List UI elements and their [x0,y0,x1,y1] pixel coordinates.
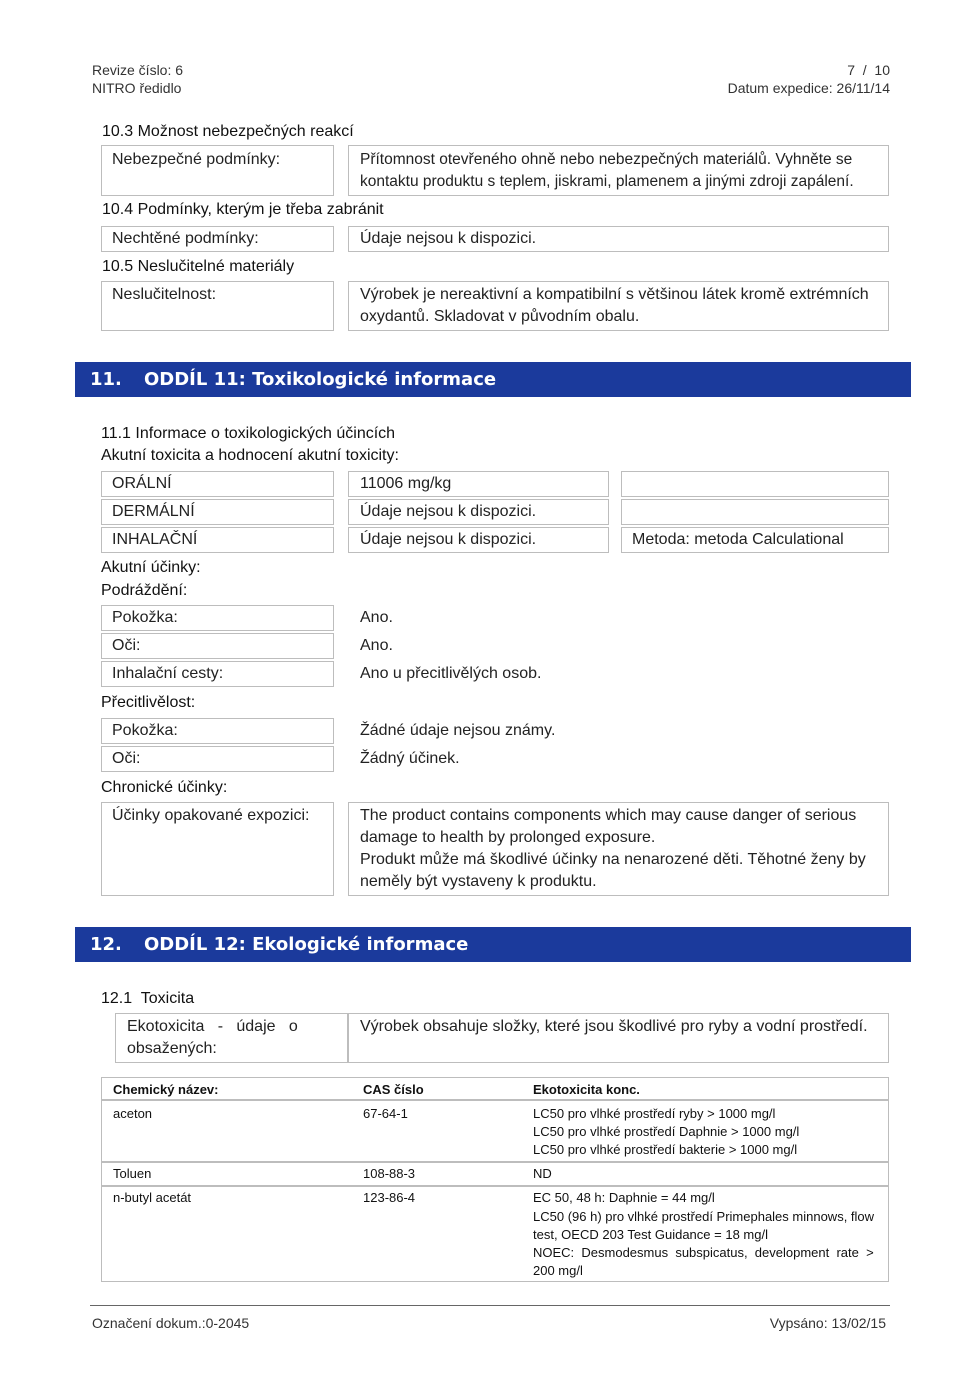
heading-10-3: 10.3 Možnost nebezpečných reakcí [102,123,354,140]
repeated-line2: damage to health by prolonged exposure. [360,829,656,846]
eco-row-aceton-eco-2: LC50 pro vlhké prostředí Daphnie > 1000 mg/l [533,1124,800,1139]
irritation-eyes-value: Ano. [360,637,393,654]
eco-table-header-line [101,1099,889,1101]
eco-label-line1: Ekotoxicita - údaje o [127,1018,298,1035]
sensitization-skin-label: Pokožka: [112,722,178,739]
box-dermal-method [621,499,889,525]
inhalation-method: Metoda: metoda Calculational [632,531,844,548]
eco-row-toluen-name: Toluen [113,1166,152,1181]
eco-row-butyl-eco-2: LC50 (96 h) pro vlhké prostředí Primephales minnows, flow [533,1209,875,1224]
section-12-title: ODDÍL 12: Ekologické informace [144,934,469,955]
section-11-number: 11. [90,369,122,390]
irritation-eyes-label: Oči: [112,637,141,654]
repeated-line3: Produkt může má škodlivé účinky na nenarozené děti. Těhotné ženy by [360,851,866,868]
inhalation-value: Údaje nejsou k dispozici. [360,531,537,548]
heading-10-4: 10.4 Podmínky, kterým je třeba zabránit [102,201,384,218]
unwanted-conditions-label: Nechtěné podmínky: [112,230,259,247]
sensitization-eyes-value: Žádný účinek. [360,750,460,767]
eco-row-toluen-eco-1: ND [533,1166,552,1181]
eco-header-eco: Ekotoxicita konc. [533,1082,640,1097]
eco-row-butyl-name: n-butyl acetát [113,1190,192,1205]
eco-row-divider [101,1161,889,1163]
sensitization-heading: Přecitlivělost: [101,694,196,711]
eco-value: Výrobek obsahuje složky, které jsou škodlivé pro ryby a vodní prostředí. [360,1018,868,1035]
printed-date: Vypsáno: 13/02/15 [769,1315,886,1331]
revision-number: Revize číslo: 6 [92,62,184,78]
eco-row-butyl-eco-4: NOEC: Desmodesmus subspicatus, development rate > [533,1245,874,1260]
sensitization-eyes-label: Oči: [112,750,141,767]
eco-row-divider [101,1185,889,1187]
hazardous-conditions-line2: kontaktu produktu s teplem, jiskrami, plamenem a jinými zdroji zapálení. [360,173,854,190]
section-12-bar [75,927,911,962]
eco-row-aceton-cas: 67-64-1 [363,1106,408,1121]
chronic-heading: Chronické účinky: [101,779,228,796]
unwanted-conditions-value: Údaje nejsou k dispozici. [360,230,537,247]
page-number: 7 / 10 [847,62,890,78]
irritation-skin-value: Ano. [360,609,393,626]
irritation-skin-label: Pokožka: [112,609,178,626]
acute-toxicity-heading: Akutní toxicita a hodnocení akutní toxicity: [101,447,399,464]
eco-header-name: Chemický název: [113,1082,219,1097]
hazardous-conditions-label: Nebezpečné podmínky: [112,151,281,168]
dermal-value: Údaje nejsou k dispozici. [360,503,537,520]
oral-route: ORÁLNÍ [112,475,172,492]
incompatibility-line2: oxydantů. Skladovat v původním obalu. [360,308,640,325]
eco-row-butyl-cas: 123-86-4 [363,1190,416,1205]
repeated-line4: neměly být vystaveny k produktu. [360,873,597,890]
dermal-route: DERMÁLNÍ [112,503,195,520]
section-12-number: 12. [90,934,122,955]
box-oral-method [621,471,889,497]
section-11-title: ODDÍL 11: Toxikologické informace [144,369,497,390]
irritation-heading: Podráždění: [101,582,188,599]
inhalation-route: INHALAČNÍ [112,531,198,548]
eco-header-cas: CAS číslo [363,1082,424,1097]
eco-row-butyl-eco-3: test, OECD 203 Test Guidance = 18 mg/l [533,1227,768,1242]
sensitization-skin-value: Žádné údaje nejsou známy. [360,722,556,739]
repeated-label: Účinky opakované expozici: [112,807,310,824]
eco-row-aceton-eco-3: LC50 pro vlhké prostředí bakterie > 1000 mg/l [533,1142,798,1157]
product-name: NITRO ředidlo [92,80,182,96]
eco-row-butyl-eco-5: 200 mg/l [533,1263,583,1278]
heading-12-1: 12.1 Toxicita [101,990,195,1007]
eco-row-butyl-eco-1: EC 50, 48 h: Daphnie = 44 mg/l [533,1190,715,1205]
section-11-bar [75,362,911,397]
repeated-line1: The product contains components which may cause danger of serious [360,807,857,824]
heading-10-5: 10.5 Neslučitelné materiály [102,258,295,275]
incompatibility-line1: Výrobek je nereaktivní a kompatibilní s většinou látek kromě extrémních [360,286,869,303]
hazardous-conditions-line1: Přítomnost otevřeného ohně nebo nebezpečných materiálů. Vyhněte se [360,151,853,168]
eco-label-line2: obsažených: [127,1040,217,1057]
irritation-inhalation-value: Ano u přecitlivělých osob. [360,665,542,682]
irritation-inhalation-label: Inhalační cesty: [112,665,224,682]
acute-effects-heading: Akutní účinky: [101,559,201,576]
eco-row-toluen-cas: 108-88-3 [363,1166,416,1181]
issue-date: Datum expedice: 26/11/14 [727,80,890,96]
incompatibility-label: Neslučitelnost: [112,286,217,303]
footer-rule [90,1305,890,1306]
eco-row-aceton-name: aceton [113,1106,153,1121]
document-id: Označení dokum.:0-2045 [92,1315,250,1331]
eco-row-aceton-eco-1: LC50 pro vlhké prostředí ryby > 1000 mg/l [533,1106,776,1121]
oral-value: 11006 mg/kg [360,475,452,492]
heading-11-1: 11.1 Informace o toxikologických účincích [101,425,396,442]
